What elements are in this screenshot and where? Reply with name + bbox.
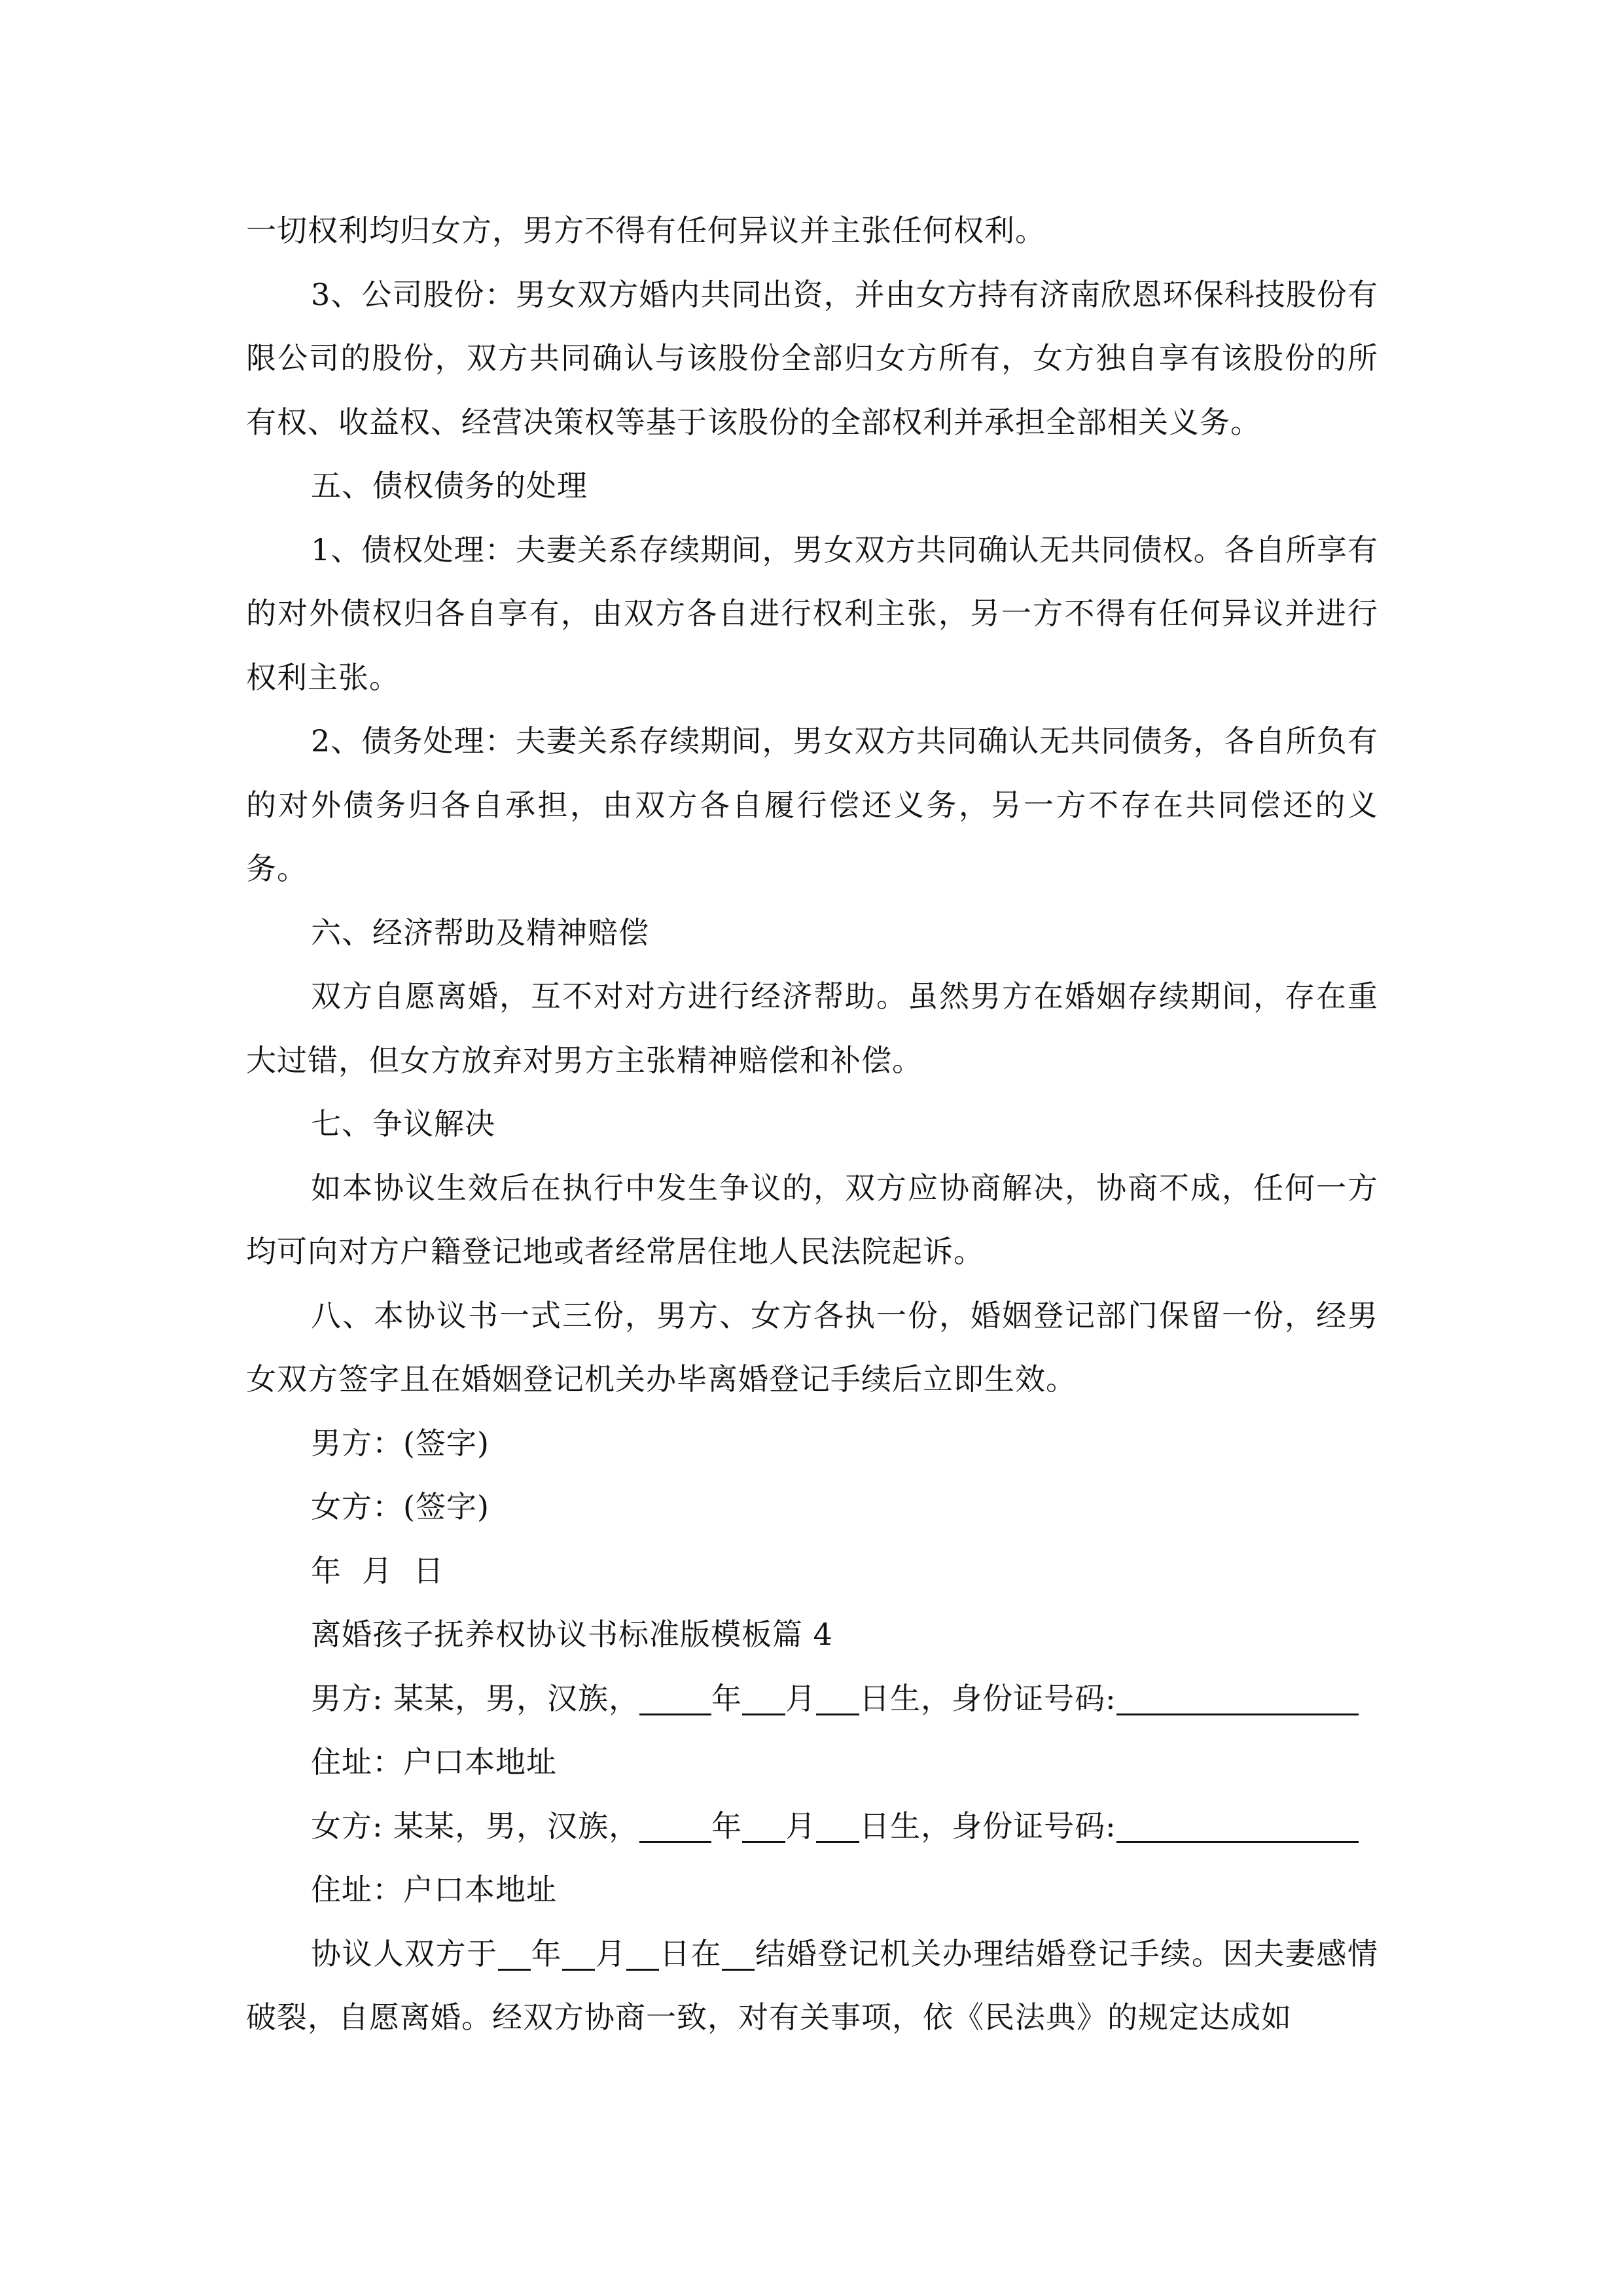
date-line: 年 月 日 — [311, 1552, 444, 1588]
section-heading-dispute: 七、争议解决 — [311, 1106, 495, 1141]
blank-field — [639, 1812, 711, 1843]
signature-man: 男方：(签字) — [311, 1425, 490, 1461]
closing-year: 年 — [530, 1935, 563, 1971]
template-title: 离婚孩子抚养权协议书标准版模板篇 4 — [311, 1617, 833, 1652]
woman-address: 住址：户口本地址 — [311, 1872, 557, 1907]
document-body — [246, 199, 1378, 2050]
signature-woman: 女方：(签字) — [311, 1489, 490, 1524]
blank-field — [722, 1940, 755, 1971]
woman-info-prefix: 女方: 某某，男，汉族， — [311, 1808, 640, 1844]
woman-year-label: 年 — [711, 1808, 743, 1844]
section-heading-compensation: 六、经济帮助及精神赔偿 — [311, 914, 649, 950]
paragraph-debts: 2、债务处理：夫妻关系存续期间，男女双方共同确认无共同债务，各自所负有的对外债务归各自承担，由双方各自履行偿还义务，另一方不存在共同偿还的义务。 — [246, 723, 1378, 886]
woman-id-label: 日生，身份证号码: — [859, 1808, 1116, 1844]
closing-day-at: 日在 — [659, 1935, 722, 1971]
closing-rest: 结婚登记机关办理结婚登记手续。因夫妻感情破裂，自愿离婚。经双方协商一致，对有关事项，依《民法典》的规定达成如 — [246, 1935, 1379, 2035]
paragraph-claims: 1、债权处理：夫妻关系存续期间，男女双方共同确认无共同债权。各自所享有的对外债权归各自享有，由双方各自进行权利主张，另一方不得有任何异议并进行权利主张。 — [246, 531, 1378, 695]
blank-field — [1116, 1685, 1359, 1715]
man-info-prefix: 男方: 某某，男，汉族， — [311, 1680, 640, 1716]
closing-part1: 协议人双方于 — [311, 1935, 498, 1971]
man-month-label: 月 — [785, 1680, 817, 1716]
paragraph-dispute: 如本协议生效后在执行中发生争议的，双方应协商解决，协商不成，任何一方均可向对方户籍登记地或者经常居住地人民法院起诉。 — [246, 1170, 1378, 1269]
blank-field — [626, 1940, 659, 1971]
blank-field — [1116, 1812, 1359, 1843]
blank-field — [816, 1812, 859, 1843]
blank-field — [816, 1685, 859, 1715]
blank-field — [742, 1812, 785, 1843]
blank-field — [639, 1685, 711, 1715]
closing-paragraph — [246, 1922, 1378, 2050]
paragraph-compensation: 双方自愿离婚，互不对对方进行经济帮助。虽然男方在婚姻存续期间，存在重大过错，但女方放弃对男方主张精神赔偿和补偿。 — [246, 978, 1378, 1078]
blank-field — [742, 1685, 785, 1715]
section-heading-debts: 五、债权债务的处理 — [311, 468, 588, 503]
paragraph-rights-to-woman: 一切权利均归女方，男方不得有任何异议并主张任何权利。 — [246, 213, 1046, 248]
blank-field — [562, 1940, 595, 1971]
woman-info-line — [246, 1795, 1378, 1859]
closing-month: 月 — [595, 1935, 627, 1971]
man-id-label: 日生，身份证号码: — [859, 1680, 1116, 1716]
paragraph-company-shares: 3、公司股份：男女双方婚内共同出资，并由女方持有济南欣恩环保科技股份有限公司的股份，双方共同确认与该股份全部归女方所有，女方独自享有该股份的所有权、收益权、经营决策权等基于该股份的全部权利并承担全部相关义务。 — [246, 276, 1378, 440]
man-info-line — [246, 1667, 1378, 1731]
man-year-label: 年 — [711, 1680, 743, 1716]
blank-field — [498, 1940, 531, 1971]
man-address: 住址：户口本地址 — [311, 1744, 557, 1780]
paragraph-copies-effective: 八、本协议书一式三份，男方、女方各执一份，婚姻登记部门保留一份，经男女双方签字且在婚姻登记机关办毕离婚登记手续后立即生效。 — [246, 1297, 1378, 1397]
woman-month-label: 月 — [785, 1808, 817, 1844]
